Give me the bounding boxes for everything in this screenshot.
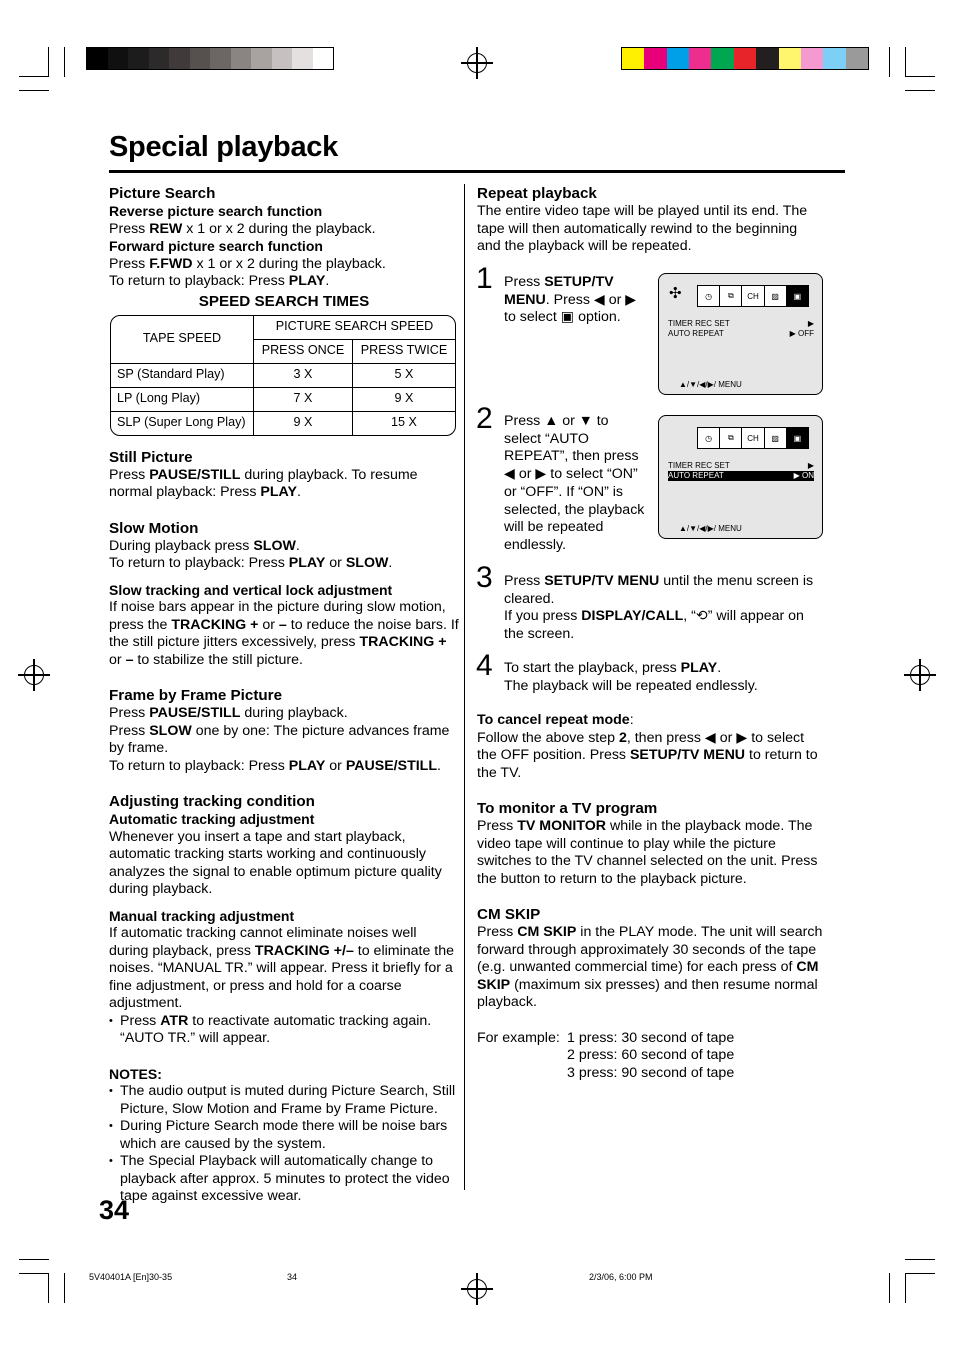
color-swatch [756,48,778,69]
table-cell-twice: 15 X [391,415,417,430]
gray-swatch [169,48,190,69]
slow-motion-return: To return to playback: Press PLAY or SLOW. [109,555,393,571]
osd-row: TIMER REC SET ▶ [668,461,814,470]
crop-mark [64,1273,65,1303]
registration-mark [467,1279,487,1299]
vcr-icon: ▣ [787,428,808,448]
cancel-heading-line: To cancel repeat mode: [477,712,634,728]
osd-menu-screen-2 [658,415,823,539]
crop-mark [19,90,49,91]
frame-text-2: Press SLOW one by one: The picture advances frame by frame. [109,722,450,756]
gray-swatch [231,48,252,69]
color-swatch [711,48,733,69]
step-number: 3 [476,561,493,594]
reverse-search-heading: Reverse picture search function [109,203,323,219]
color-swatch [644,48,666,69]
vcr-option-icon: ▣ [560,309,575,326]
lock-icon: ▨ [765,286,787,306]
color-swatch [689,48,711,69]
step-1-text: Press SETUP/TV MENU. Press ◀ or ▶ to select ▣ option. [504,274,637,326]
cm-skip-heading: CM SKIP [477,906,541,923]
gray-swatch [190,48,211,69]
footer-timestamp: 2/3/06, 6:00 PM [589,1272,653,1282]
table-header-press-once: PRESS ONCE [254,340,353,364]
table-cell-speed: SP (Standard Play) [111,364,254,388]
color-swatch [622,48,644,69]
step-4-text: To start the playback, press PLAY. The playback will be repeated endlessly. [504,660,758,694]
repeat-icon: ⟲ [695,608,708,625]
gray-swatch [108,48,129,69]
move-icon: ✣ [669,285,682,302]
example-item: 3 press: 90 second of tape [567,1064,735,1081]
tracking-heading: Adjusting tracking condition [109,793,315,810]
color-swatch [846,48,868,69]
note-item: • During Picture Search mode there will be noise bars which are caused by the system. [109,1118,459,1153]
osd-row: TIMER REC SET ▶ [668,319,814,328]
registration-mark [467,53,487,73]
footer-doc-code: 5V40401A [En]30-35 [89,1272,173,1282]
crop-mark [889,1273,890,1303]
osd-footer: ▲/▼/◀/▶/ MENU [679,524,742,533]
repeat-intro [477,185,822,256]
cm-skip-text: Press CM SKIP in the PLAY mode. The unit will search forward through approximately 30 seconds of the tape (e.g. unwanted commercial time) for each press of CM SKIP (maximum six presses) and then resume normal playback. [477,924,823,1010]
frame-text-3: To return to playback: Press PLAY or PAUSE/STILL. [109,757,441,774]
lock-icon: ▨ [765,428,787,448]
auto-tracking-text: Whenever you insert a tape and start playback, automatic tracking starts working and continuously analyzes the signal to enable optimum picture quality during playback. [109,828,442,897]
right-lower [477,712,827,1082]
table-header-tape-speed: TAPE SPEED [111,316,254,364]
color-swatch [734,48,756,69]
return-playback-text: To return to playback: Press PLAY. [109,273,330,289]
table-cell-twice: 9 X [353,388,455,412]
reverse-search-text: Press REW x 1 or x 2 during the playback. [109,220,376,237]
example-item: 2 press: 60 second of tape [567,1047,735,1063]
gray-swatch [251,48,272,69]
auto-tracking-heading: Automatic tracking adjustment [109,811,315,827]
crop-mark [905,76,935,77]
color-swatch [667,48,689,69]
osd-row: AUTO REPEAT ▶ OFF [668,329,814,338]
table-row [111,388,455,412]
column-divider [464,184,465,1190]
table-cell-once: 9 X [254,412,353,435]
gray-swatch [149,48,170,69]
footer-page: 34 [287,1272,298,1282]
crop-mark [905,47,906,77]
setup-icon: ⧉ [720,286,742,306]
step-number: 1 [476,262,493,295]
repeat-playback-heading: Repeat playback [477,185,597,202]
monitor-heading: To monitor a TV program [477,800,658,817]
notes-heading: NOTES: [109,1065,162,1082]
slow-tracking-text: If noise bars appear in the picture during slow motion, press the TRACKING + or – to reduce the noise bars. If the still picture jitters excessively, press TRACKING + or – to stabilize the still picture. [109,599,459,668]
gray-swatch [128,48,149,69]
forward-search-text: Press F.FWD x 1 or x 2 during the playback. [109,255,386,272]
table-cell-speed: LP (Long Play) [111,388,254,412]
table-cell-speed: SLP (Super Long Play) [111,412,254,435]
slow-tracking-heading: Slow tracking and vertical lock adjustment [109,581,393,598]
example-item: 1 press: 30 second of tape [567,1029,735,1046]
gray-swatch [272,48,293,69]
menu-icon-strip [697,427,809,449]
speed-table-title: SPEED SEARCH TIMES [198,292,370,310]
osd-menu-screen-1 [658,273,823,395]
crop-mark [905,90,935,91]
forward-search-heading: Forward picture search function [109,238,323,254]
atr-bullet: • Press ATR to reactivate automatic tracking again. “AUTO TR.” will appear. [109,1013,459,1048]
still-picture-text: Press PAUSE/STILL during playback. To resume normal playback: Press PLAY. [109,466,418,500]
osd-footer: ▲/▼/◀/▶/ MENU [679,380,742,389]
slow-motion-text: During playback press SLOW. [109,537,300,554]
note-item: • The audio output is muted during Picture Search, Still Picture, Slow Motion and Frame by Frame Picture. [109,1083,459,1118]
example-label: For example: [477,1029,560,1046]
color-swatch [801,48,823,69]
manual-tracking-text: If automatic tracking cannot eliminate noises well during playback, press TRACKING +/– to eliminate the noises. “MANUAL TR.” will appear. Press it briefly for a fine adjustment, or press and hold for a coarse adjustment. [109,925,455,1011]
note-item: • The Special Playback will automatically change to playback after approx. 5 minutes to protect the video tape against excessive wear. [109,1153,459,1206]
frame-by-frame-heading: Frame by Frame Picture [109,687,283,704]
table-header-search-speed: PICTURE SEARCH SPEED [254,316,455,340]
vcr-icon: ▣ [787,286,808,306]
gray-swatch [87,48,108,69]
menu-icon-strip [697,285,809,307]
gray-swatch [292,48,313,69]
gray-swatch [210,48,231,69]
slow-motion-heading: Slow Motion [109,519,199,537]
crop-mark [19,1273,49,1274]
cancel-text: Follow the above step 2, then press ◀ or ▶ to select the OFF position. Press SETUP/TV MENU to return to the TV. [477,729,818,781]
crop-mark [889,47,890,77]
crop-mark [905,1273,935,1274]
left-column [109,185,459,1206]
crop-mark [48,47,49,77]
color-swatch [779,48,801,69]
manual-tracking-heading: Manual tracking adjustment [109,907,295,924]
still-picture-heading: Still Picture [109,448,193,466]
picture-search-heading: Picture Search [109,185,216,202]
crop-mark [64,47,65,77]
color-bar [621,47,869,70]
repeat-playback-text: The entire video tape will be played until its end. The tape will then automatically rewind to the beginning and the playback will be repeated. [477,203,808,254]
color-swatch [823,48,845,69]
frame-text-1: Press PAUSE/STILL during playback. [109,705,348,721]
channel-icon: CH [742,428,764,448]
registration-mark [910,665,930,685]
table-row [111,364,455,388]
registration-mark [24,665,44,685]
step-number: 4 [476,649,493,682]
step-3-text: Press SETUP/TV MENU until the menu screen is cleared. If you press DISPLAY/CALL, “⟲” will appear on the screen. [504,573,814,643]
page-number: 34 [99,1195,130,1225]
clock-icon: ◷ [698,428,720,448]
gray-swatch [313,48,334,69]
osd-row-selected: AUTO REPEAT ▶ ON [668,471,814,480]
step-2-text: Press ▲ or ▼ to select “AUTO REPEAT”, then press ◀ or ▶ to select “ON” or “OFF”. If “ON” is selected, the playback will be repeated endlessly. [504,413,645,553]
table-cell-once: 3 X [254,364,353,388]
table-cell-once: 7 X [254,388,353,412]
clock-icon: ◷ [698,286,720,306]
page-title: Special playback [109,131,338,163]
channel-icon: CH [742,286,764,306]
crop-mark [905,1259,935,1260]
crop-mark [905,1273,906,1303]
speed-search-table [110,315,456,436]
table-row [111,412,455,435]
crop-mark [48,1273,49,1303]
title-rule [109,170,845,173]
monitor-text: Press TV MONITOR while in the playback mode. The video tape will continue to play while the picture switches to the TV channel selected on the unit. Press the button to return to the playback picture. [477,818,818,887]
crop-mark [19,76,49,77]
table-header-press-twice: PRESS TWICE [353,340,455,364]
cm-skip-examples [477,1030,827,1083]
table-cell-twice: 5 X [353,364,455,388]
step-number: 2 [476,402,493,435]
crop-mark [19,1259,49,1260]
gray-scale-bar [86,47,334,70]
setup-icon: ⧉ [720,428,742,448]
